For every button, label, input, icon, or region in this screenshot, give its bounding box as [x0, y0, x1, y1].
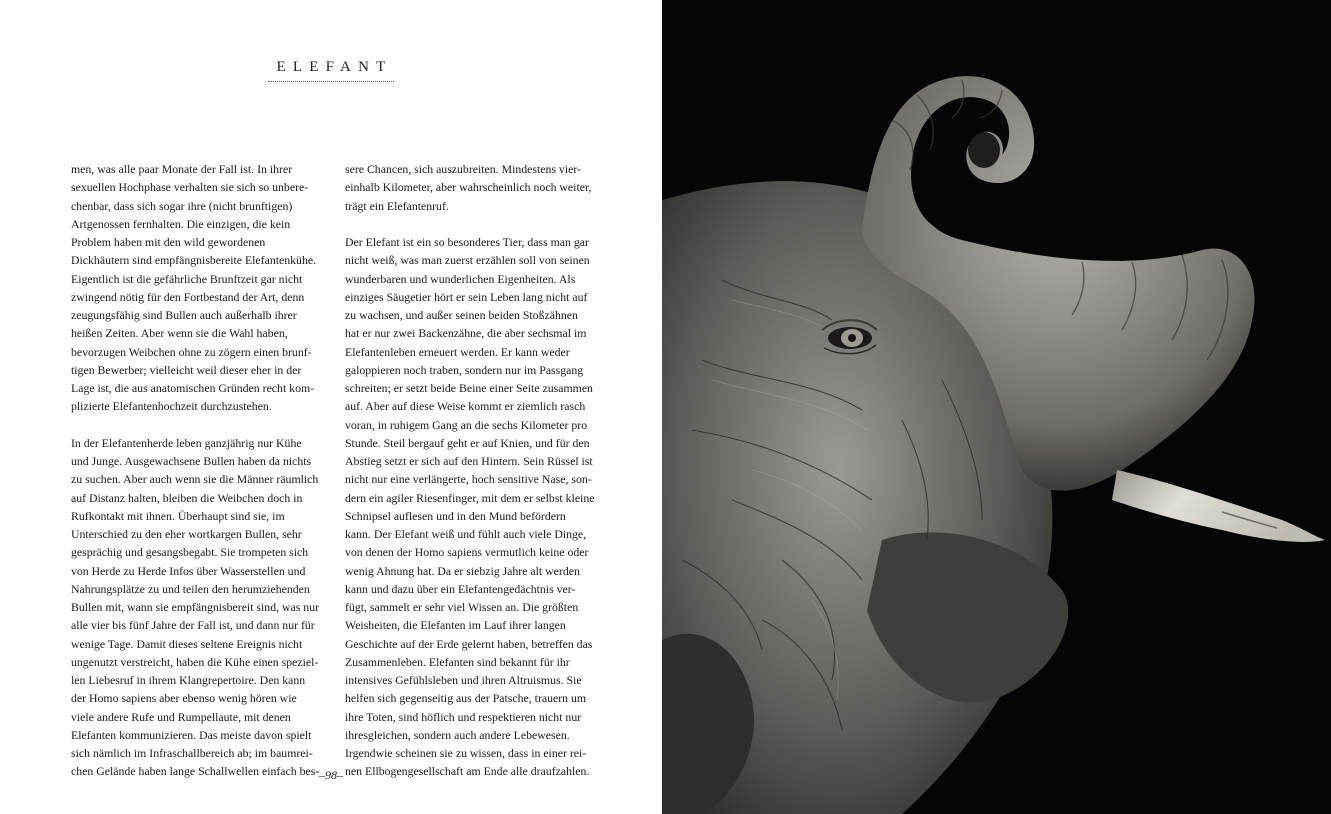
right-text-column [345, 160, 601, 781]
chapter-title [0, 58, 662, 82]
page-number: –98– [319, 768, 343, 782]
left-text-column [71, 160, 327, 781]
paragraph: sere Chancen, sich auszubreiten. Mindestens vier- einhalb Kilometer, aber wahrscheinlich noch weiter, trägt ein Elefantenruf. [345, 162, 592, 213]
paragraph: In der Elefantenherde leben ganzjährig nur Kühe und Junge. Ausgewachsene Bullen haben da nichts zu suchen. Aber auch wenn sie die Männer räumlich auf Distanz halten, bleiben die Weibchen doch in Rufkontakt mit ihnen. Überhaupt sind sie, im Unterschied zu den eher wortkargen Bullen, sehr gesprächig und gesangsbegabt. Sie trompeten sich von Herde zu Herde Infos über Wasserstellen und Nahrungsplätze zu und teilen den herumziehenden Bullen mit, wann sie empfängnisbereit sind, was nur alle vier bis fünf Jahre der Fall ist, und dann nur für wenige Tage. Damit dieses seltene Ereignis nicht ungenutzt verstreicht, haben die Kühe einen speziel- len Liebesruf in ihrem Klangrepertoire. Den kann der Homo sapiens aber ebenso wenig hören wie viele andere Rufe und Rumpellaute, mit denen Elefanten kommunizieren. Das meiste davon spielt sich nämlich im Infraschallbereich ab; im baumrei- chen Gelände haben lange Schallwellen einfach bes- [71, 435, 320, 779]
elephant-photo [662, 0, 1331, 814]
elephant-icon [662, 0, 1331, 814]
left-page [0, 0, 662, 814]
paragraph: men, was alle paar Monate der Fall ist. In ihrer sexuellen Hochphase verhalten sie sich so unbere- chenbar, dass sich sogar ihre (nicht brunftigen) Artgenossen fernhalten. Die einzigen, die kein Problem haben mit den wild gewordenen Dickhäutern sind empfängnisbereite Elefantenkühe. Eigentlich ist die gefährliche Brunftzeit gar nicht zwingend nötig für den Fortbestand der Art, denn zeugungsfähig sind Bullen auch außerhalb ihrer heißen Zeiten. Aber wenn sie die Wahl haben, bevorzugen Weibchen ohne zu zögern einen brunf- tigen Bewerber; vielleicht weil dieser eher in der Lage ist, die aus anatomischen Gründen recht kom- plizierte Elefantenhochzeit durchzustehen. [71, 162, 317, 414]
paragraph: Der Elefant ist ein so besonderes Tier, dass man gar nicht weiß, was man zuerst erzählen soll von seinen wunderbaren und wunderlichen Eigenheiten. Als einziges Säugetier hört er sein Leben lang nicht auf zu wachsen, und außer seinen beiden Stoßzähnen hat er nur zwei Backenzähne, die aber sechsmal im Elefantenleben erneuert werden. Er kann weder galoppieren noch traben, sondern nur im Passgang schreiten; er setzt beide Beine einer Seite zusammen auf. Aber auf diese Weise kommt er ziemlich rasch voran, in ruhigem Gang an die sechs Kilometer pro Stunde. Steil bergauf geht er auf Knien, und für den Abstieg setzt er sich auf den Hintern. Sein Rüssel ist nicht nur eine verlängerte, hoch sensitive Nase, son- dern ein agiler Riesenfinger, mit dem er selbst kleine Schnipsel auflesen und in den Mund befördern kann. Der Elefant weiß und fühlt auch viele Dinge, von denen der Homo sapiens vermutlich keine oder wenig Ahnung hat. Da er siebzig Jahre alt werden kann und dazu über ein Elefantengedächtnis ver- fügt, sammelt er sehr viel Wissen an. Die größten Weisheiten, die Elefanten im Lauf ihrer langen Geschichte auf der Erde gelernt haben, betreffen das Zusammenleben. Elefanten sind bekannt für ihr intensives Gefühlsleben und ihren Altruismus. Sie helfen sich gegenseitig aus der Patsche, trauern um ihre Toten, sind höflich und respektieren nicht nur ihresgleichen, sondern auch andere Lebewesen. Irgendwie scheinen sie zu wissen, dass in einer rei- nen Ellbogengesellschaft am Ende alle draufzahlen. [345, 235, 595, 779]
chapter-title-text: ELEFANT [268, 59, 395, 82]
